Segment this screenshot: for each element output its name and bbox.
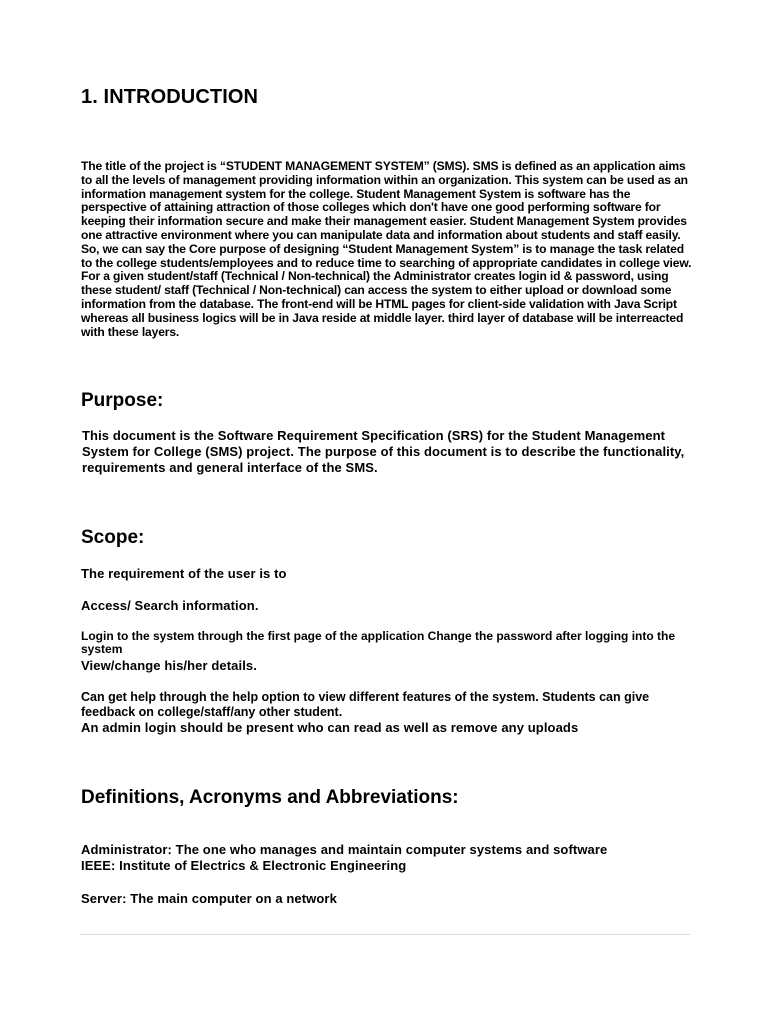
scope-line-admin: An admin login should be present who can read as well as remove any uploads (81, 720, 579, 735)
scope-line-login: Login to the system through the first page of the application Change the password after logging into the system (81, 629, 676, 656)
intro-paragraph: The title of the project is “STUDENT MANAGEMENT SYSTEM” (SMS). SMS is defined as an application aims to all the levels of management providing information within an organization. This system can be used as an information management system for the college. Student Management System is software has the perspective of attaining attraction of those colleges which don't have one good performing software for keeping their information secure and make their management easier. Student Management System provides one attractive environment where you can manipulate data and information about students and staff easily. So, we can say the Core purpose of designing “Student Management System” is to manage the task related to the college students/employees and to reduce time to searching of appropriate candidates in college view. For a given student/staff (Technical / Non-technical) the Administrator creates login id & password, using these student/ staff (Technical / Non-technical) can access the system to either upload or download some information from the database. The front-end will be HTML pages for client-side validation with Java Script whereas all business logics will be in Java reside at middle layer. third layer of database will be interreacted with these layers. (81, 159, 692, 339)
scope-line-view: View/change his/her details. (81, 658, 257, 673)
scope-line-help: Can get help through the help option to view different features of the system. Students can give feedback on college/staff/any other student. (81, 690, 650, 719)
purpose-heading: Purpose: (81, 390, 164, 411)
scope-line-access: Access/ Search information. (81, 598, 259, 613)
scope-line-requirement: The requirement of the user is to (81, 566, 287, 581)
section-heading-introduction: 1. INTRODUCTION (81, 86, 259, 108)
page-divider (80, 934, 690, 935)
definitions-heading: Definitions, Acronyms and Abbreviations: (81, 787, 459, 808)
definition-server: Server: The main computer on a network (81, 891, 337, 906)
scope-heading: Scope: (81, 527, 145, 548)
purpose-paragraph: This document is the Software Requirement Specification (SRS) for the Student Management System for College (SMS) project. The purpose of this document is to describe the functionality, requirements and general interface of the SMS. (82, 428, 685, 475)
definition-ieee: IEEE: Institute of Electrics & Electronic Engineering (81, 858, 407, 873)
definition-administrator: Administrator: The one who manages and maintain computer systems and software (81, 842, 608, 857)
